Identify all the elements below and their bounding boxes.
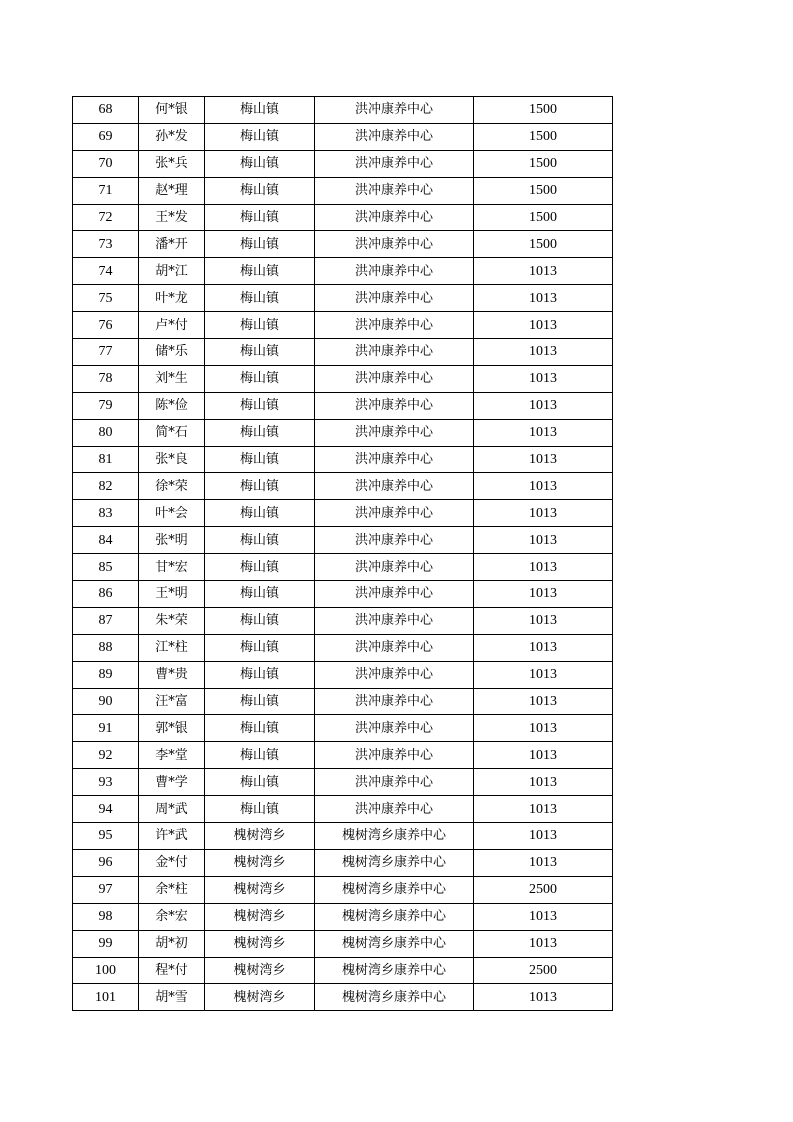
table-row [73, 715, 613, 742]
person-name-cell: 曹*贵 [139, 661, 205, 688]
care-center-cell: 洪冲康养中心 [315, 339, 474, 366]
care-center-cell: 洪冲康养中心 [315, 123, 474, 150]
township-cell: 梅山镇 [205, 97, 315, 124]
row-index-cell: 98 [73, 903, 139, 930]
table-row [73, 446, 613, 473]
care-center-cell: 洪冲康养中心 [315, 769, 474, 796]
township-cell: 梅山镇 [205, 150, 315, 177]
table-row [73, 661, 613, 688]
care-center-cell: 洪冲康养中心 [315, 204, 474, 231]
township-cell: 梅山镇 [205, 365, 315, 392]
amount-cell: 1013 [474, 446, 613, 473]
table-row [73, 204, 613, 231]
amount-cell: 1013 [474, 500, 613, 527]
amount-cell: 1013 [474, 634, 613, 661]
township-cell: 梅山镇 [205, 258, 315, 285]
amount-cell: 1013 [474, 688, 613, 715]
person-name-cell: 江*柱 [139, 634, 205, 661]
amount-cell: 1013 [474, 527, 613, 554]
care-center-cell: 洪冲康养中心 [315, 365, 474, 392]
row-index-cell: 81 [73, 446, 139, 473]
row-index-cell: 69 [73, 123, 139, 150]
person-name-cell: 汪*富 [139, 688, 205, 715]
person-name-cell: 朱*荣 [139, 607, 205, 634]
person-name-cell: 陈*俭 [139, 392, 205, 419]
amount-cell: 1013 [474, 419, 613, 446]
amount-cell: 1013 [474, 312, 613, 339]
care-center-cell: 槐树湾乡康养中心 [315, 849, 474, 876]
person-name-cell: 叶*会 [139, 500, 205, 527]
table-row [73, 849, 613, 876]
table-row [73, 581, 613, 608]
person-name-cell: 胡*江 [139, 258, 205, 285]
township-cell: 梅山镇 [205, 123, 315, 150]
amount-cell: 1013 [474, 392, 613, 419]
amount-cell: 1013 [474, 554, 613, 581]
row-index-cell: 94 [73, 796, 139, 823]
person-name-cell: 王*明 [139, 581, 205, 608]
row-index-cell: 71 [73, 177, 139, 204]
care-center-cell: 洪冲康养中心 [315, 742, 474, 769]
table-row [73, 500, 613, 527]
person-name-cell: 余*柱 [139, 876, 205, 903]
amount-cell: 1013 [474, 984, 613, 1011]
table-row [73, 312, 613, 339]
row-index-cell: 74 [73, 258, 139, 285]
person-name-cell: 李*堂 [139, 742, 205, 769]
row-index-cell: 101 [73, 984, 139, 1011]
table-row [73, 742, 613, 769]
person-name-cell: 甘*宏 [139, 554, 205, 581]
person-name-cell: 张*良 [139, 446, 205, 473]
row-index-cell: 87 [73, 607, 139, 634]
township-cell: 梅山镇 [205, 769, 315, 796]
table-row [73, 876, 613, 903]
township-cell: 梅山镇 [205, 527, 315, 554]
township-cell: 梅山镇 [205, 473, 315, 500]
table-row [73, 823, 613, 850]
township-cell: 槐树湾乡 [205, 957, 315, 984]
row-index-cell: 90 [73, 688, 139, 715]
table-row [73, 150, 613, 177]
row-index-cell: 80 [73, 419, 139, 446]
table-row [73, 419, 613, 446]
row-index-cell: 77 [73, 339, 139, 366]
row-index-cell: 76 [73, 312, 139, 339]
township-cell: 梅山镇 [205, 661, 315, 688]
amount-cell: 1500 [474, 123, 613, 150]
care-center-cell: 洪冲康养中心 [315, 473, 474, 500]
township-cell: 梅山镇 [205, 607, 315, 634]
row-index-cell: 89 [73, 661, 139, 688]
amount-cell: 1013 [474, 769, 613, 796]
township-cell: 梅山镇 [205, 419, 315, 446]
table-row [73, 634, 613, 661]
amount-cell: 1013 [474, 365, 613, 392]
care-center-cell: 槐树湾乡康养中心 [315, 930, 474, 957]
amount-cell: 1500 [474, 97, 613, 124]
table-row [73, 607, 613, 634]
amount-cell: 1013 [474, 285, 613, 312]
person-name-cell: 曹*学 [139, 769, 205, 796]
table-row [73, 392, 613, 419]
amount-cell: 1500 [474, 204, 613, 231]
township-cell: 梅山镇 [205, 339, 315, 366]
table-row [73, 231, 613, 258]
amount-cell: 1013 [474, 796, 613, 823]
care-center-cell: 洪冲康养中心 [315, 688, 474, 715]
person-name-cell: 许*武 [139, 823, 205, 850]
person-name-cell: 金*付 [139, 849, 205, 876]
township-cell: 梅山镇 [205, 581, 315, 608]
row-index-cell: 99 [73, 930, 139, 957]
amount-cell: 2500 [474, 876, 613, 903]
care-center-cell: 洪冲康养中心 [315, 554, 474, 581]
person-name-cell: 何*银 [139, 97, 205, 124]
care-center-cell: 洪冲康养中心 [315, 607, 474, 634]
row-index-cell: 100 [73, 957, 139, 984]
amount-cell: 1013 [474, 258, 613, 285]
person-name-cell: 张*兵 [139, 150, 205, 177]
person-name-cell: 郭*银 [139, 715, 205, 742]
person-name-cell: 王*发 [139, 204, 205, 231]
township-cell: 梅山镇 [205, 177, 315, 204]
township-cell: 梅山镇 [205, 634, 315, 661]
roster-table-body [73, 97, 613, 1011]
care-center-cell: 洪冲康养中心 [315, 312, 474, 339]
person-name-cell: 周*武 [139, 796, 205, 823]
care-center-cell: 洪冲康养中心 [315, 661, 474, 688]
row-index-cell: 73 [73, 231, 139, 258]
table-row [73, 984, 613, 1011]
care-center-cell: 洪冲康养中心 [315, 285, 474, 312]
amount-cell: 1013 [474, 715, 613, 742]
row-index-cell: 88 [73, 634, 139, 661]
care-center-cell: 洪冲康养中心 [315, 715, 474, 742]
care-center-cell: 洪冲康养中心 [315, 581, 474, 608]
care-center-cell: 洪冲康养中心 [315, 500, 474, 527]
person-name-cell: 潘*开 [139, 231, 205, 258]
township-cell: 槐树湾乡 [205, 876, 315, 903]
row-index-cell: 79 [73, 392, 139, 419]
care-center-cell: 槐树湾乡康养中心 [315, 876, 474, 903]
amount-cell: 1013 [474, 581, 613, 608]
row-index-cell: 96 [73, 849, 139, 876]
amount-cell: 1013 [474, 823, 613, 850]
care-center-cell: 洪冲康养中心 [315, 231, 474, 258]
care-center-cell: 洪冲康养中心 [315, 796, 474, 823]
table-row [73, 930, 613, 957]
township-cell: 槐树湾乡 [205, 930, 315, 957]
township-cell: 梅山镇 [205, 312, 315, 339]
care-center-cell: 洪冲康养中心 [315, 446, 474, 473]
township-cell: 梅山镇 [205, 446, 315, 473]
care-center-cell: 洪冲康养中心 [315, 634, 474, 661]
roster-table [72, 96, 613, 1011]
row-index-cell: 78 [73, 365, 139, 392]
table-row [73, 365, 613, 392]
table-row [73, 957, 613, 984]
table-row [73, 339, 613, 366]
row-index-cell: 85 [73, 554, 139, 581]
amount-cell: 1013 [474, 473, 613, 500]
row-index-cell: 92 [73, 742, 139, 769]
amount-cell: 1013 [474, 930, 613, 957]
row-index-cell: 97 [73, 876, 139, 903]
person-name-cell: 卢*付 [139, 312, 205, 339]
row-index-cell: 82 [73, 473, 139, 500]
table-row [73, 769, 613, 796]
township-cell: 梅山镇 [205, 231, 315, 258]
amount-cell: 1500 [474, 177, 613, 204]
care-center-cell: 槐树湾乡康养中心 [315, 957, 474, 984]
amount-cell: 1013 [474, 607, 613, 634]
township-cell: 梅山镇 [205, 742, 315, 769]
care-center-cell: 洪冲康养中心 [315, 392, 474, 419]
amount-cell: 2500 [474, 957, 613, 984]
care-center-cell: 洪冲康养中心 [315, 527, 474, 554]
person-name-cell: 刘*生 [139, 365, 205, 392]
township-cell: 梅山镇 [205, 715, 315, 742]
row-index-cell: 86 [73, 581, 139, 608]
person-name-cell: 赵*理 [139, 177, 205, 204]
row-index-cell: 72 [73, 204, 139, 231]
table-row [73, 258, 613, 285]
person-name-cell: 叶*龙 [139, 285, 205, 312]
amount-cell: 1500 [474, 150, 613, 177]
township-cell: 梅山镇 [205, 285, 315, 312]
amount-cell: 1500 [474, 231, 613, 258]
person-name-cell: 张*明 [139, 527, 205, 554]
row-index-cell: 93 [73, 769, 139, 796]
table-row [73, 473, 613, 500]
person-name-cell: 胡*初 [139, 930, 205, 957]
amount-cell: 1013 [474, 339, 613, 366]
amount-cell: 1013 [474, 903, 613, 930]
amount-cell: 1013 [474, 849, 613, 876]
row-index-cell: 91 [73, 715, 139, 742]
township-cell: 梅山镇 [205, 554, 315, 581]
amount-cell: 1013 [474, 742, 613, 769]
care-center-cell: 洪冲康养中心 [315, 419, 474, 446]
row-index-cell: 84 [73, 527, 139, 554]
row-index-cell: 70 [73, 150, 139, 177]
care-center-cell: 槐树湾乡康养中心 [315, 984, 474, 1011]
row-index-cell: 68 [73, 97, 139, 124]
care-center-cell: 洪冲康养中心 [315, 97, 474, 124]
person-name-cell: 胡*雪 [139, 984, 205, 1011]
row-index-cell: 95 [73, 823, 139, 850]
table-row [73, 796, 613, 823]
amount-cell: 1013 [474, 661, 613, 688]
person-name-cell: 简*石 [139, 419, 205, 446]
person-name-cell: 储*乐 [139, 339, 205, 366]
township-cell: 梅山镇 [205, 392, 315, 419]
table-row [73, 97, 613, 124]
person-name-cell: 程*付 [139, 957, 205, 984]
table-row [73, 527, 613, 554]
table-row [73, 177, 613, 204]
care-center-cell: 洪冲康养中心 [315, 177, 474, 204]
row-index-cell: 75 [73, 285, 139, 312]
table-row [73, 903, 613, 930]
township-cell: 槐树湾乡 [205, 823, 315, 850]
person-name-cell: 孙*发 [139, 123, 205, 150]
table-row [73, 123, 613, 150]
table-row [73, 688, 613, 715]
table-row [73, 554, 613, 581]
person-name-cell: 徐*荣 [139, 473, 205, 500]
township-cell: 槐树湾乡 [205, 849, 315, 876]
township-cell: 槐树湾乡 [205, 903, 315, 930]
township-cell: 槐树湾乡 [205, 984, 315, 1011]
township-cell: 梅山镇 [205, 204, 315, 231]
care-center-cell: 洪冲康养中心 [315, 258, 474, 285]
care-center-cell: 槐树湾乡康养中心 [315, 903, 474, 930]
person-name-cell: 余*宏 [139, 903, 205, 930]
care-center-cell: 槐树湾乡康养中心 [315, 823, 474, 850]
township-cell: 梅山镇 [205, 796, 315, 823]
township-cell: 梅山镇 [205, 500, 315, 527]
care-center-cell: 洪冲康养中心 [315, 150, 474, 177]
township-cell: 梅山镇 [205, 688, 315, 715]
table-row [73, 285, 613, 312]
row-index-cell: 83 [73, 500, 139, 527]
